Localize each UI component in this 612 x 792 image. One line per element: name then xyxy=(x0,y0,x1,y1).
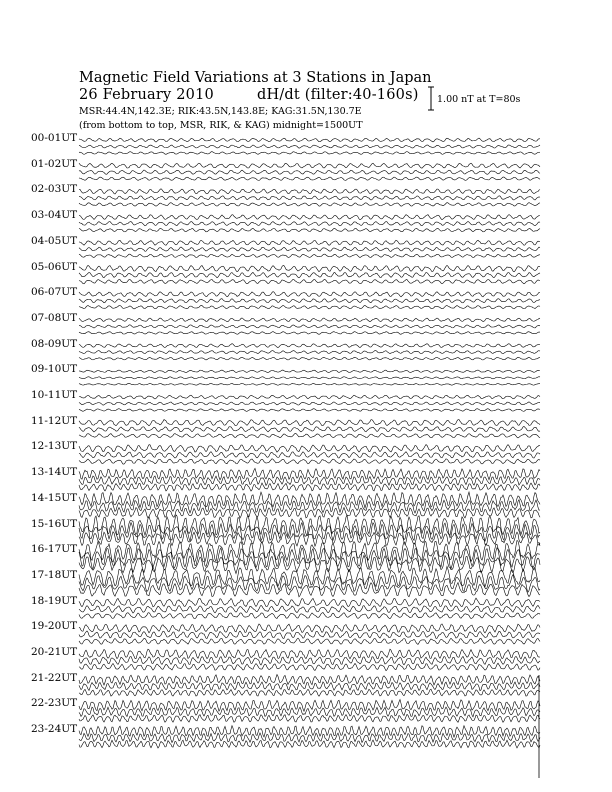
station-trace-kag xyxy=(79,265,540,271)
station-trace-kag xyxy=(79,318,540,322)
hour-label: 22-23UT xyxy=(31,697,78,710)
station-trace-msr xyxy=(79,383,540,385)
station-trace-msr xyxy=(79,638,540,644)
station-trace-kag xyxy=(79,445,540,453)
hour-label: 04-05UT xyxy=(31,234,78,247)
station-trace-rik xyxy=(79,476,540,486)
hour-label: 12-13UT xyxy=(31,440,78,453)
chart-date: 26 February 2010 xyxy=(79,87,214,103)
station-trace-rik xyxy=(79,196,540,200)
hour-label: 20-21UT xyxy=(31,646,78,658)
station-trace-msr xyxy=(79,740,540,748)
station-trace-rik xyxy=(79,145,540,148)
station-trace-msr xyxy=(79,663,540,670)
station-trace-msr xyxy=(79,689,540,696)
hour-label: 02-03UT xyxy=(31,183,78,196)
station-trace-rik xyxy=(79,402,540,405)
station-trace-msr xyxy=(79,483,540,491)
hour-label: 09-10UT xyxy=(31,363,78,376)
station-trace-msr xyxy=(79,433,540,437)
station-trace-msr xyxy=(79,177,540,180)
station-trace-kag xyxy=(79,215,540,220)
station-trace-rik xyxy=(79,299,540,303)
hour-label: 00-01UT xyxy=(31,132,78,144)
station-trace-rik xyxy=(79,605,540,613)
station-trace-kag xyxy=(79,240,540,245)
hour-label: 17-18UT xyxy=(31,568,78,581)
station-trace-kag xyxy=(79,138,540,142)
station-trace-kag xyxy=(79,292,540,297)
hour-label: 08-09UT xyxy=(31,337,78,350)
station-trace-rik xyxy=(79,631,540,639)
station-trace-msr xyxy=(79,508,540,519)
hour-label: 06-07UT xyxy=(31,286,78,299)
station-trace-rik xyxy=(79,523,540,542)
station-trace-rik xyxy=(79,170,540,174)
station-trace-rik xyxy=(79,656,540,664)
hour-label: 21-22UT xyxy=(31,671,78,684)
station-trace-msr xyxy=(79,305,540,308)
station-trace-msr xyxy=(79,409,540,412)
station-trace-msr xyxy=(79,152,540,155)
station-trace-msr xyxy=(79,332,540,335)
station-trace-kag xyxy=(79,344,540,348)
station-trace-kag xyxy=(79,649,540,659)
station-trace-kag xyxy=(79,540,540,562)
station-trace-msr xyxy=(79,459,540,464)
station-trace-kag xyxy=(79,370,540,372)
hour-label: 11-12UT xyxy=(31,414,78,427)
station-trace-rik xyxy=(79,426,540,432)
station-trace-kag xyxy=(79,674,540,685)
hour-label: 05-06UT xyxy=(31,260,78,273)
station-coordinates: MSR:44.4N,142.3E; RIK:43.5N,143.8E; KAG:31.5N,130.7E xyxy=(79,106,362,117)
station-trace-kag xyxy=(79,189,540,194)
station-trace-msr xyxy=(79,254,540,257)
hour-label: 13-14UT xyxy=(31,466,78,479)
station-trace-rik xyxy=(79,221,540,225)
station-trace-rik xyxy=(79,325,540,328)
hour-label: 15-16UT xyxy=(31,517,78,530)
station-trace-kag xyxy=(79,515,540,537)
hour-label: 01-02UT xyxy=(31,157,78,170)
hour-label: 18-19UT xyxy=(31,594,78,607)
station-trace-kag xyxy=(79,395,540,399)
station-trace-msr xyxy=(79,203,540,207)
hour-label: 14-15UT xyxy=(31,491,78,504)
station-trace-rik xyxy=(79,452,540,458)
station-trace-msr xyxy=(79,555,540,573)
station-trace-kag xyxy=(79,420,540,426)
station-trace-msr xyxy=(79,613,540,619)
hour-label: 07-08UT xyxy=(31,311,78,324)
station-trace-rik xyxy=(79,350,540,353)
station-trace-msr xyxy=(79,714,540,722)
station-trace-msr xyxy=(79,357,540,360)
station-order-note: (from bottom to top, MSR, RIK, & KAG) midnight=1500UT xyxy=(79,120,363,131)
scale-bar-label: 1.00 nT at T=80s xyxy=(437,94,521,105)
station-trace-msr xyxy=(79,279,540,284)
station-trace-rik xyxy=(79,707,540,717)
station-trace-kag xyxy=(79,598,540,607)
hour-label: 19-20UT xyxy=(31,620,78,633)
station-trace-kag xyxy=(79,624,540,633)
hour-label: 03-04UT xyxy=(31,209,78,222)
hour-label: 10-11UT xyxy=(31,389,78,401)
station-trace-rik xyxy=(79,272,540,277)
station-trace-rik xyxy=(79,682,540,691)
hour-label: 16-17UT xyxy=(31,543,78,556)
chart-title: Magnetic Field Variations at 3 Stations in Japan xyxy=(79,70,432,86)
station-trace-kag xyxy=(79,163,540,168)
station-trace-msr xyxy=(79,228,540,231)
station-trace-rik xyxy=(79,247,540,251)
chart-quantity: dH/dt (filter:40-160s) xyxy=(257,87,419,103)
hour-label: 23-24UT xyxy=(31,723,78,736)
station-trace-kag xyxy=(79,700,540,712)
station-trace-rik xyxy=(79,377,540,379)
